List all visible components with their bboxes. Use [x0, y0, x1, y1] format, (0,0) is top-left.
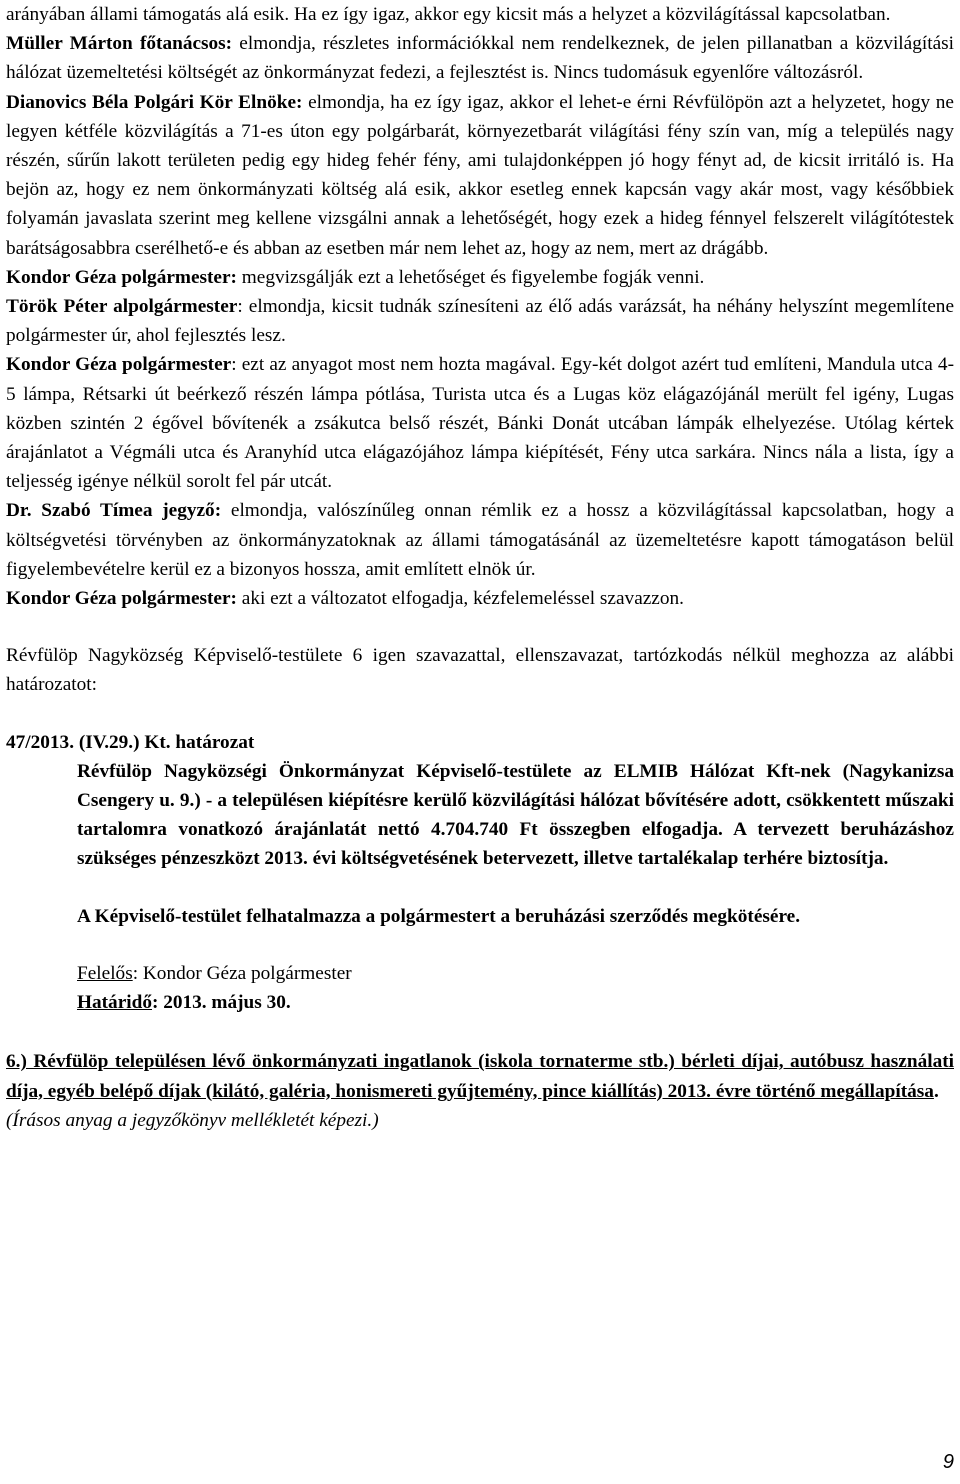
document-page: [6, 0, 954, 1135]
responsible-line: [6, 959, 954, 988]
deadline-label: Határidő: [77, 992, 152, 1014]
resolution-number: 47/2013. (IV.29.) Kt. határozat: [6, 731, 255, 753]
resolution-body: Révfülöp Nagyközségi Önkormányzat Képviselő-testülete az ELMIB Hálózat Kft-nek (Nagykanizsa Csengery u. 9.) - a településen kiépítésre kerülő közvilágítási hálózat bővítésére adott, csökkentett műszaki tartalomra vonatkozó árajánlatát nettó 4.704.740 Ft összegben elfogadja. A tervezett beruházáshoz szükséges pénzeszközt 2013. évi költségvetésének betervezett, illetve tartalékalap terhére biztosítja.: [77, 760, 954, 870]
speaker-name: Dr. Szabó Tímea jegyző:: [6, 500, 222, 522]
speech-text: megvizsgálják ezt a lehetőséget és figyelembe fogják venni.: [236, 266, 705, 288]
resolution-authorization: A Képviselő-testület felhatalmazza a polgármestert a beruházási szerződés megkötésére.: [77, 905, 801, 927]
paragraph-szabo: [6, 496, 954, 584]
speaker-name: Dianovics Béla Polgári Kör Elnöke:: [6, 91, 303, 113]
spacer: [6, 931, 954, 959]
speech-text: : elmondja, kicsit tudnák színesíteni az élő adás varázsát, ha néhány helyszínt megemlítene polgármester úr, ahol fejlesztés lesz.: [6, 296, 954, 347]
spacer: [6, 700, 954, 728]
page-number: 9: [942, 1451, 954, 1473]
speaker-name: Kondor Géza polgármester: [6, 354, 232, 376]
speaker-name: Kondor Géza polgármester:: [6, 266, 237, 288]
vote-statement: Révfülöp Nagyközség Képviselő-testülete 6 igen szavazattal, ellenszavazat, tartózkodás nélkül meghozza az alábbi határozatot:: [6, 645, 954, 696]
spacer: [6, 874, 954, 902]
paragraph-intro: arányában állami támogatás alá esik. Ha ez így igaz, akkor egy kicsit más a helyzet a közvilágítással kapcsolatban.: [6, 4, 891, 25]
agenda-item-6: [6, 1047, 954, 1105]
paragraph-kondor-3: [6, 584, 954, 613]
responsible-value: : Kondor Géza polgármester: [132, 962, 352, 984]
speech-text: aki ezt a változatot elfogadja, kézfelemeléssel szavazzon.: [236, 588, 684, 610]
agenda-item-title: 6.) Révfülöp településen lévő önkormányzati ingatlanok (iskola tornaterme stb.) bérleti díjai, autóbusz használati díja, egyéb belépő díjak (kilátó, galéria, honismereti gyűjtemény, pince kiállítás) 2013. évre történő megállapítása: [6, 1051, 954, 1102]
paragraph-torok: [6, 292, 954, 350]
speaker-name: Török Péter alpolgármester: [6, 296, 238, 318]
paragraph-kondor-2: [6, 350, 954, 496]
speaker-name: Müller Márton főtanácsos:: [6, 33, 233, 55]
speech-text: elmondja, valószínűleg onnan rémlik ez a hossz a közvilágítással kapcsolatban, hogy a költségvetési törvényben az önkormányzatoknak az állami támogatásánál az üzemeltetésre kapott támogatáson belül figyelembevételre kerül ez a bizonyos hossza, amit említett elnök úr.: [6, 500, 954, 580]
speech-text: elmondja, ha ez így igaz, akkor el lehet-e érni Révfülöpön azt a helyzetet, hogy ne legyen kétféle közvilágítás a 71-es úton egy polgárbarát, környezetbarát világítási fény szín van, míg a település nagy részén, sűrűn lakott területen pedig egy hideg fehér fény, ami tulajdonképpen jó hogy fényt ad, de kicsit irritáló is. Ha bejön az, hogy ez nem önkormányzati költség alá esik, akkor esetleg ennek kapcsán vagy akár most, vagy későbbiek folyamán javaslata szerint meg kellene vizsgálni annak a lehetőségét, hogy ezek a hideg fénnyel felszerelt világítótestek barátságosabbra cserélhető-e és abban az esetben már nem lehet az, hogy az nem, mert az drágább.: [6, 91, 954, 259]
speech-text: : ezt az anyagot most nem hozta magával. Egy-két dolgot azért tud említeni, Mandula utca 4-5 lámpa, Rétsarki út beérkező részén lámpa pótlása, Turista utca és a Lugas köz elágazójánál merült fel igény, Lugas közben szintén 2 égővel bővítenék a zsákutca belső részét, Bánki Donát utcában lámpák elhelyezése. Utólag kértek árajánlatot a Végmáli utca és Aranyhíd utca elágazójához lámpa kiépítését, Fény utca sarkára. Nincs nála a lista, így a teljesség igénye nélkül sorolt fel pár utcát.: [6, 354, 954, 493]
spacer: [6, 613, 954, 641]
attachment-note: (Írásos anyag a jegyzőkönyv mellékletét képezi.): [6, 1109, 379, 1131]
deadline-value: : 2013. május 30.: [151, 992, 291, 1014]
paragraph-muller: [6, 29, 954, 87]
agenda-item-end: .: [933, 1080, 939, 1102]
spacer: [6, 1017, 954, 1047]
speech-text: elmondja, részletes információkkal nem rendelkeznek, de jelen pillanatban a közvilágítási hálózat üzemeltetési költségét az önkormányzat fedezi, a fejlesztést is. Nincs tudomásuk egyenlőre változásról.: [6, 33, 954, 84]
paragraph-dianovics: [6, 88, 954, 263]
deadline-line: [6, 988, 954, 1017]
speaker-name: Kondor Géza polgármester:: [6, 588, 237, 610]
responsible-label: Felelős: [77, 962, 133, 984]
paragraph-kondor-1: [6, 263, 954, 292]
